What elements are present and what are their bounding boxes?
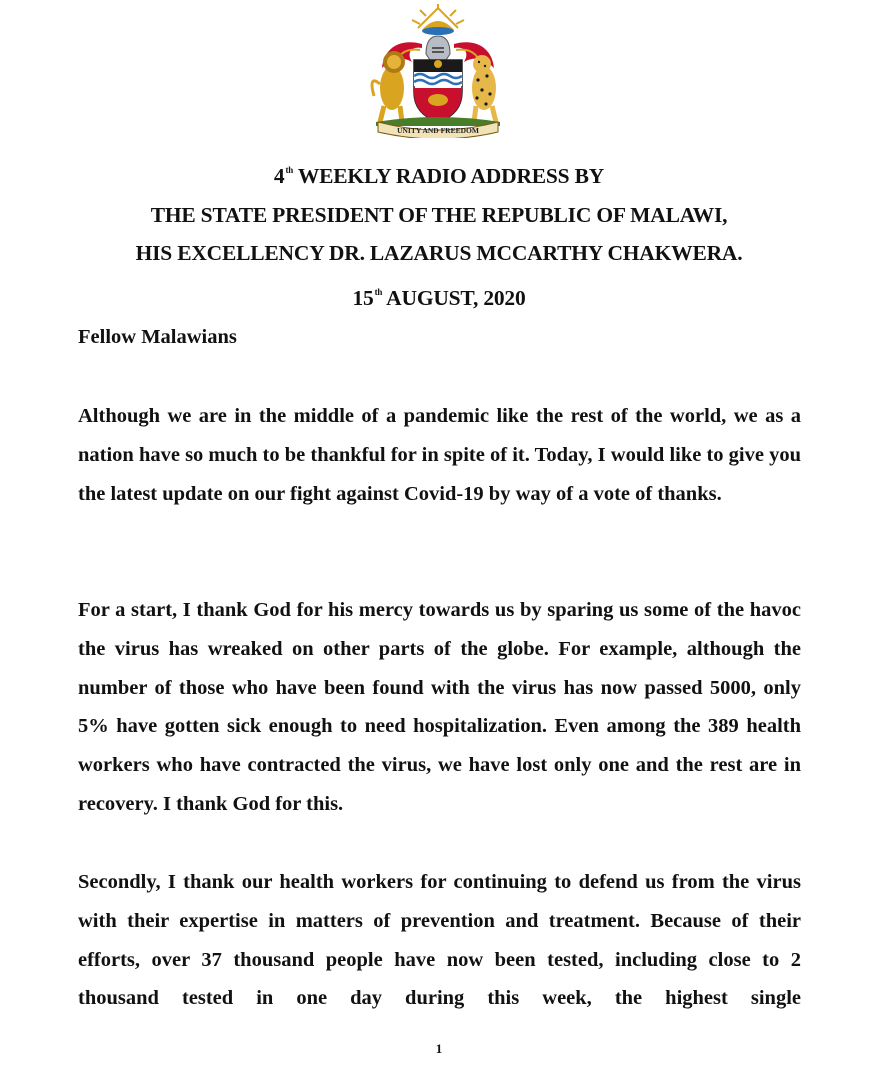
- rising-sun-crest: [412, 4, 464, 35]
- lion-supporter: [372, 51, 405, 122]
- paragraph-3: Secondly, I thank our health workers for continuing to defend us from the virus with their expertise in matters of prevention and treatment. Because of their efforts, over 37 thousand people have now been tested, including close to 2 thousand tested in one day during this week, the highest single: [78, 871, 801, 1010]
- page-number: 1: [435, 1041, 443, 1056]
- paragraph-2: For a start, I thank God for his mercy towards us by sparing us some of the havoc the virus has wreaked on other parts of the globe. For example, although the number of those who have been found with the virus has now passed 5000, only 5% have gotten sick enough to need hospitalization. Even among the 389 health workers who have contracted the virus, we have lost only one and the rest are in recovery. I thank God for this.: [78, 599, 801, 815]
- mount-ground: [376, 117, 500, 126]
- coat-of-arms-emblem: [362, 4, 514, 138]
- address-date: 15th AUGUST, 2020: [352, 285, 526, 310]
- paragraph-1: Although we are in the middle of a pandemic like the rest of the world, we as a nation have so much to be thankful for in spite of it. Today, I would like to give you the latest update on our fight against Covid-19 by way of a vote of thanks.: [78, 405, 801, 505]
- title-line-2: THE STATE PRESIDENT OF THE REPUBLIC OF MALAWI,: [150, 202, 728, 227]
- salutation: Fellow Malawians: [78, 326, 237, 348]
- helmet: [426, 36, 450, 60]
- motto-text: UNITY AND FREEDOM: [397, 126, 479, 135]
- title-line-1: 4th WEEKLY RADIO ADDRESS BY: [273, 164, 605, 188]
- address-title: [0, 151, 878, 317]
- shield: [414, 60, 462, 122]
- title-line-3: HIS EXCELLENCY DR. LAZARUS MCCARTHY CHAKWERA.: [135, 241, 743, 265]
